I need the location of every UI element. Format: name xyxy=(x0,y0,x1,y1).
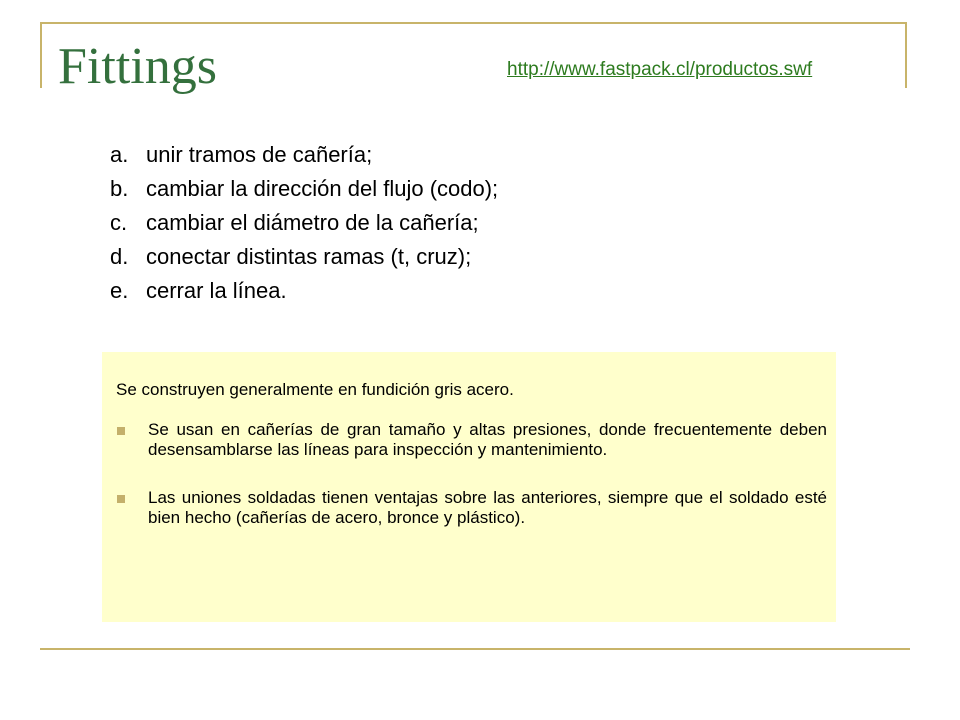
list-item xyxy=(110,206,498,240)
source-link[interactable]: http://www.fastpack.cl/productos.swf xyxy=(507,59,813,80)
square-bullet-icon xyxy=(117,427,125,435)
square-bullet-icon xyxy=(117,495,125,503)
decorative-left-line xyxy=(40,22,42,88)
list-item xyxy=(110,240,498,274)
info-bullet-text: Se usan en cañerías de gran tamaño y altas presiones, donde frecuentemente deben desensamblarse las líneas para inspección y mantenimiento. xyxy=(148,420,827,459)
functions-list xyxy=(110,138,498,308)
list-item-text: cambiar el diámetro de la cañería; xyxy=(146,210,479,235)
list-marker: e. xyxy=(110,278,129,303)
info-box xyxy=(102,352,836,622)
info-bullet-item xyxy=(116,488,827,528)
slide-title: Fittings xyxy=(58,38,217,95)
decorative-right-line xyxy=(905,22,907,88)
decorative-bottom-line xyxy=(40,648,910,650)
list-item xyxy=(110,172,498,206)
info-bullet-item xyxy=(116,420,827,460)
list-item-text: cambiar la dirección del flujo (codo); xyxy=(146,176,499,201)
list-marker: d. xyxy=(110,244,129,269)
info-intro: Se construyen generalmente en fundición gris acero. xyxy=(116,380,514,399)
list-item-text: cerrar la línea. xyxy=(146,278,287,303)
list-item-text: conectar distintas ramas (t, cruz); xyxy=(146,244,472,269)
info-bullet-text: Las uniones soldadas tienen ventajas sobre las anteriores, siempre que el soldado esté bien hecho (cañerías de acero, bronce y plástico). xyxy=(148,488,827,527)
list-item-text: unir tramos de cañería; xyxy=(146,142,373,167)
decorative-top-line xyxy=(40,22,905,24)
list-item xyxy=(110,274,498,308)
list-item xyxy=(110,138,498,172)
list-marker: a. xyxy=(110,142,129,167)
list-marker: b. xyxy=(110,176,129,201)
list-marker: c. xyxy=(110,210,128,235)
